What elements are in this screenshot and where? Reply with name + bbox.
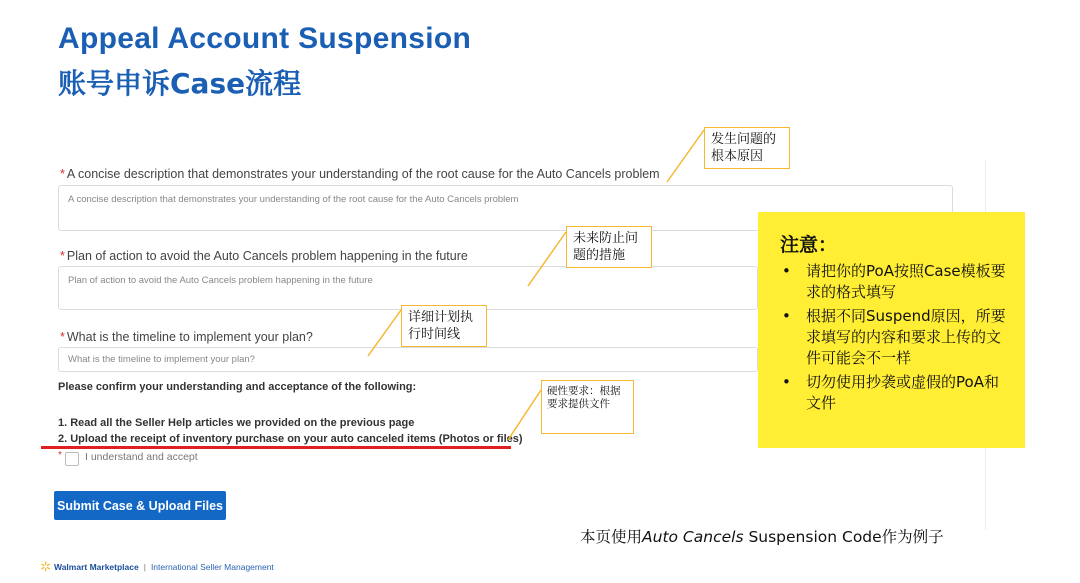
required-mark: * (60, 167, 65, 181)
page-title-zh: 账号申诉Case流程 (58, 67, 302, 100)
connector-root-cause (667, 130, 704, 182)
connector-timeline (368, 310, 401, 356)
callout-hard-requirement: 硬性要求：根据要求提供文件 (541, 380, 634, 434)
brand-separator: | (143, 561, 146, 572)
note-item: • 根据不同Suspend原因，所要求填写的内容和要求上传的文件可能会不一样 (780, 306, 1013, 369)
root-cause-placeholder: A concise description that demonstrates your understanding of the root cause for the Auto Cancels problem (68, 194, 519, 205)
required-mark: * (60, 249, 65, 263)
note-list (780, 261, 1013, 414)
action-plan-label: * Plan of action to avoid the Auto Cancels problem happening in the future (60, 249, 468, 263)
page-title-en: Appeal Account Suspension (58, 22, 472, 55)
confirm-item-read-articles: 1. Read all the Seller Help articles we provided on the previous page (58, 417, 415, 429)
note-box (758, 212, 1025, 448)
brand-name: Walmart Marketplace (54, 561, 139, 572)
accept-label: I understand and accept (85, 451, 198, 463)
footer-caption: 本页使用Auto Cancels Suspension Code作为例子 (580, 528, 944, 546)
required-mark: * (58, 450, 62, 461)
confirm-item-upload-receipt: 2. Upload the receipt of inventory purchase on your auto canceled items (Photos or files) (58, 433, 523, 445)
note-item: • 请把你的PoA按照Case模板要求的格式填写 (780, 261, 1013, 303)
action-plan-placeholder: Plan of action to avoid the Auto Cancels problem happening in the future (68, 275, 373, 286)
connector-prevention (528, 232, 566, 286)
note-item: • 切勿使用抄袭或虚假的PoA和文件 (780, 372, 1013, 414)
submit-case-button[interactable]: Submit Case & Upload Files (54, 491, 226, 520)
walmart-spark-icon (40, 561, 51, 572)
callout-prevention: 未来防止问题的措施 (566, 226, 652, 268)
timeline-label: * What is the timeline to implement your plan? (60, 330, 313, 344)
root-cause-label: * A concise description that demonstrates your understanding of the root cause for the Auto Cancels problem (60, 167, 660, 181)
confirm-heading: Please confirm your understanding and acceptance of the following: (58, 381, 417, 393)
required-mark: * (60, 330, 65, 344)
suspension-code: Auto Cancels (642, 528, 744, 546)
timeline-placeholder: What is the timeline to implement your plan? (68, 354, 255, 365)
note-title: 注意： (780, 234, 838, 256)
callout-root-cause: 发生问题的根本原因 (704, 127, 790, 169)
brand-footer (40, 561, 274, 572)
callout-timeline: 详细计划执行时间线 (401, 305, 487, 347)
connector-hard-requirement (508, 390, 541, 440)
brand-tagline: International Seller Management (150, 561, 274, 572)
